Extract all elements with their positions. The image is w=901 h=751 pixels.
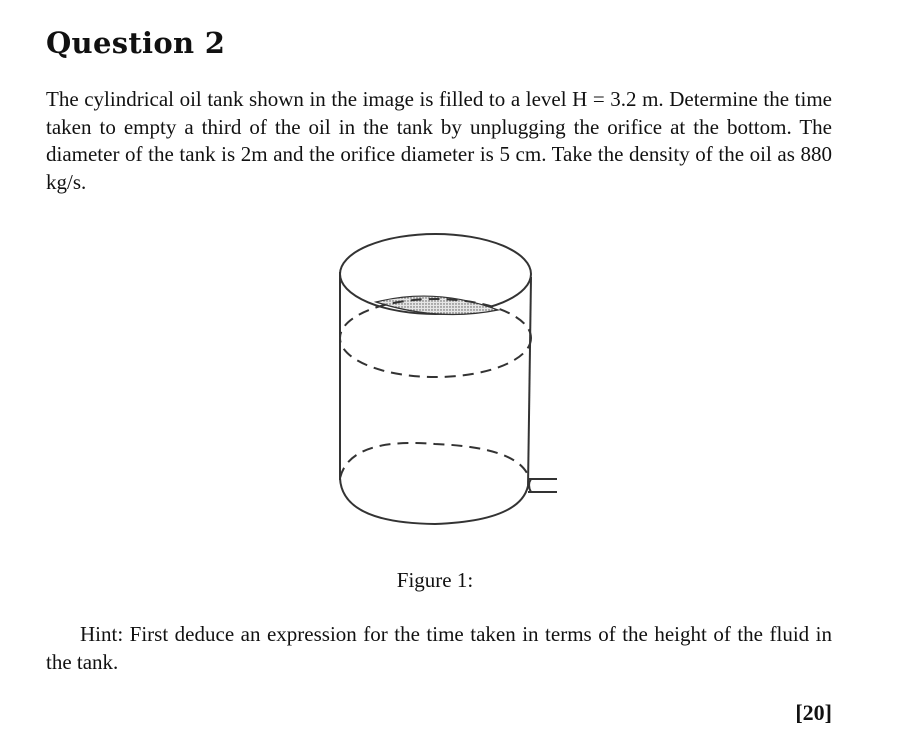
tank-bottom-back [340,443,528,478]
question-body: The cylindrical oil tank shown in the image is filled to a level H = 3.2 m. Determine the time taken to empty a third of the oil in the tank by unplugging the orifice at the bottom. The diameter of the tank is 2m and the orifice diameter is 5 cm. Take the density of the oil as 880 kg/s. [46,87,832,194]
tank-right-wall [528,277,531,487]
marks-label: [20] [795,700,832,725]
tank-bottom-front [340,478,528,524]
hint-text: Hint: First deduce an expression for the time taken in terms of the height of the fluid in the tank. [46,622,832,674]
figure-caption: Figure 1: [396,568,474,592]
orifice-pipe [528,479,557,492]
question-heading: Question 2 [46,26,226,60]
tank-diagram [320,225,580,535]
tank-figure [320,225,580,535]
